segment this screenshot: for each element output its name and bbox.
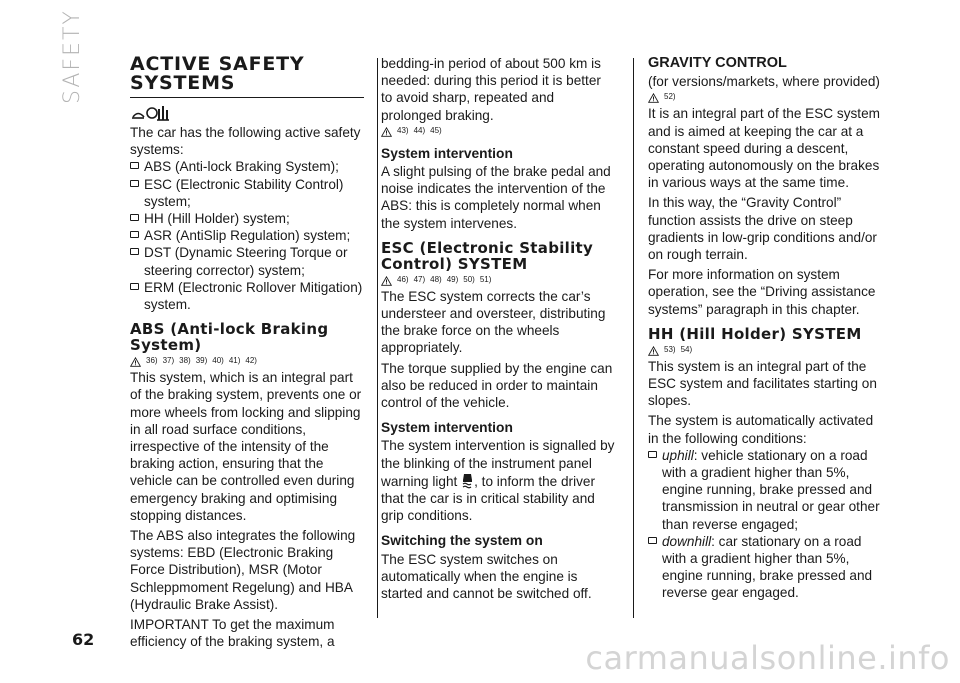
list-item-text: ASR (AntiSlip Regulation) system; [144, 228, 351, 244]
warning-refs [648, 91, 882, 103]
list-item [130, 279, 364, 313]
hh-heading: HH (Hill Holder) SYSTEM [648, 324, 862, 343]
warning-triangle-icon [648, 93, 659, 103]
warning-ref: 49) [446, 274, 459, 284]
list-item-text: ESC (Electronic Stability Control) system; [144, 176, 344, 209]
esc-warning-light-icon [461, 472, 474, 489]
list-item-text: ABS (Anti-lock Braking System); [144, 159, 339, 175]
paragraph: The ESC system corrects the car’s understeer and oversteer, distributing the brake force on the wheels appropriately. [381, 288, 606, 356]
checkbox-bullet-icon [130, 231, 139, 238]
paragraph: The system is automatically activated in the following conditions: [648, 413, 874, 446]
warning-ref: 52) [664, 92, 676, 102]
warning-refs [130, 355, 364, 367]
warning-ref: 37) [162, 356, 175, 366]
driver-wheel-icon [130, 104, 170, 122]
column-1 [130, 55, 364, 650]
title-line: ACTIVE SAFETY [130, 53, 305, 75]
paragraph: The torque supplied by the engine can also be reduced in order to maintain control of the vehicle. [381, 360, 613, 411]
list-item [130, 227, 364, 244]
warning-ref: 42) [245, 356, 257, 366]
paragraph: For more information on system operation, see the “Driving assistance systems” paragraph in this chapter. [648, 267, 876, 317]
gravity-heading: GRAVITY CONTROL [648, 55, 787, 71]
subheading: System intervention [381, 145, 513, 161]
list-item-label: downhill [662, 533, 712, 549]
paragraph-text: , to inform the driver that the car is in critical stability and grip conditions. [381, 473, 595, 524]
list-item [130, 158, 364, 175]
column-2 [381, 55, 615, 602]
checkbox-bullet-icon [648, 537, 657, 544]
list-item [130, 176, 364, 210]
paragraph: The ESC system switches on automatically when the engine is started and cannot be switched off. [381, 551, 592, 602]
list-item-text: HH (Hill Holder) system; [144, 211, 290, 227]
section-title [130, 55, 364, 98]
list-item [648, 533, 882, 602]
esc-heading: ESC (Electronic Stability Control) SYSTEM [381, 238, 594, 273]
paragraph-text: The system intervention is signalled by the blinking of the instrument panel warning light [381, 438, 615, 489]
paragraph: In this way, the “Gravity Control” function assists the drive on steep gradients in low-grip conditions and/or on rough terrain. [648, 195, 877, 263]
warning-ref: 40) [212, 356, 224, 366]
list-item-text: DST (Dynamic Steering Torque or steering corrector) system; [144, 245, 348, 278]
page-number: 62 [72, 630, 95, 649]
warning-ref: 38) [179, 356, 191, 366]
checkbox-bullet-icon [648, 451, 657, 458]
warning-ref: 46) [397, 274, 409, 284]
column-3 [648, 55, 882, 602]
warning-ref: 50) [463, 274, 475, 284]
gravity-subtitle: (for versions/markets, where provided) [648, 74, 880, 90]
paragraph: The ABS also integrates the following systems: EBD (Electronic Braking Force Distribution), MSR (Motor Schleppmoment Regelung) and HBA (Hydraulic Brake Assist). [130, 528, 356, 612]
warning-ref: 43) [397, 125, 409, 135]
paragraph: bedding-in period of about 500 km is needed: during this period it is better to avoid sharp, repeated and prolonged braking. [381, 56, 601, 123]
list-item [130, 210, 364, 227]
warning-refs [381, 125, 615, 137]
section-side-label: SAFETY [60, 9, 85, 104]
warning-triangle-icon [130, 357, 141, 367]
warning-triangle-icon [648, 346, 659, 356]
title-line: SYSTEMS [130, 72, 236, 94]
warning-ref: 54) [680, 344, 693, 354]
warning-ref: 44) [413, 125, 426, 135]
column-divider [633, 58, 634, 618]
warning-ref: 39) [195, 356, 208, 366]
list-item [648, 447, 882, 533]
paragraph: A slight pulsing of the brake pedal and noise indicates the intervention of the ABS: this is completely normal when the system intervenes. [381, 164, 611, 231]
checkbox-bullet-icon [130, 283, 139, 290]
warning-ref: 36) [146, 356, 158, 366]
warning-ref: 53) [664, 344, 676, 354]
list-item-text: ERM (Electronic Rollover Mitigation) system. [144, 279, 363, 313]
paragraph: It is an integral part of the ESC system and is aimed at keeping the car at a constant speed during a descent, operating autonomously on the brakes in various ways at the same time. [648, 106, 880, 191]
warning-triangle-icon [381, 127, 392, 137]
list-item [130, 244, 364, 278]
list-item-text [662, 447, 882, 533]
list-item-body: : car stationary on a road with a gradient higher than 5%, engine running, brake pressed and reverse gear engaged. [662, 533, 873, 601]
checkbox-bullet-icon [130, 214, 139, 221]
list-item-body: : vehicle stationary on a road with a gradient higher than 5%, engine running, brake pressed and transmission in neutral or gear other than reverse engaged; [662, 447, 880, 532]
warning-ref: 45) [430, 125, 442, 135]
subheading: Switching the system on [381, 533, 543, 549]
paragraph [381, 437, 615, 524]
warning-triangle-icon [381, 276, 392, 286]
abs-heading: ABS (Anti-lock Braking System) [130, 320, 329, 355]
paragraph: This system is an integral part of the ESC system and facilitates starting on slopes. [648, 358, 877, 409]
warning-refs [381, 274, 615, 286]
checkbox-bullet-icon [130, 248, 139, 255]
column-divider [377, 58, 378, 618]
list-item-label: uphill [662, 447, 694, 463]
watermark: carmanualsonline.info [585, 639, 950, 677]
warning-ref: 41) [228, 356, 241, 366]
paragraph: IMPORTANT To get the maximum efficiency of the braking system, a [130, 617, 335, 650]
warning-ref: 47) [413, 274, 426, 284]
checkbox-bullet-icon [130, 162, 139, 169]
intro-text: The car has the following active safety systems: [130, 125, 361, 158]
warning-ref: 48) [430, 274, 442, 284]
paragraph: This system, which is an integral part of the braking system, prevents one or more wheels from locking and slipping in all road surface conditions, irrespective of the intensity of the braking action, ensuring that the vehicle can be controlled even during emergency braking and optimising stopping distances. [130, 370, 362, 523]
warning-refs [648, 344, 882, 356]
warning-ref: 51) [479, 274, 492, 284]
subheading: System intervention [381, 420, 513, 436]
checkbox-bullet-icon [130, 180, 139, 187]
list-item-text [662, 533, 882, 602]
